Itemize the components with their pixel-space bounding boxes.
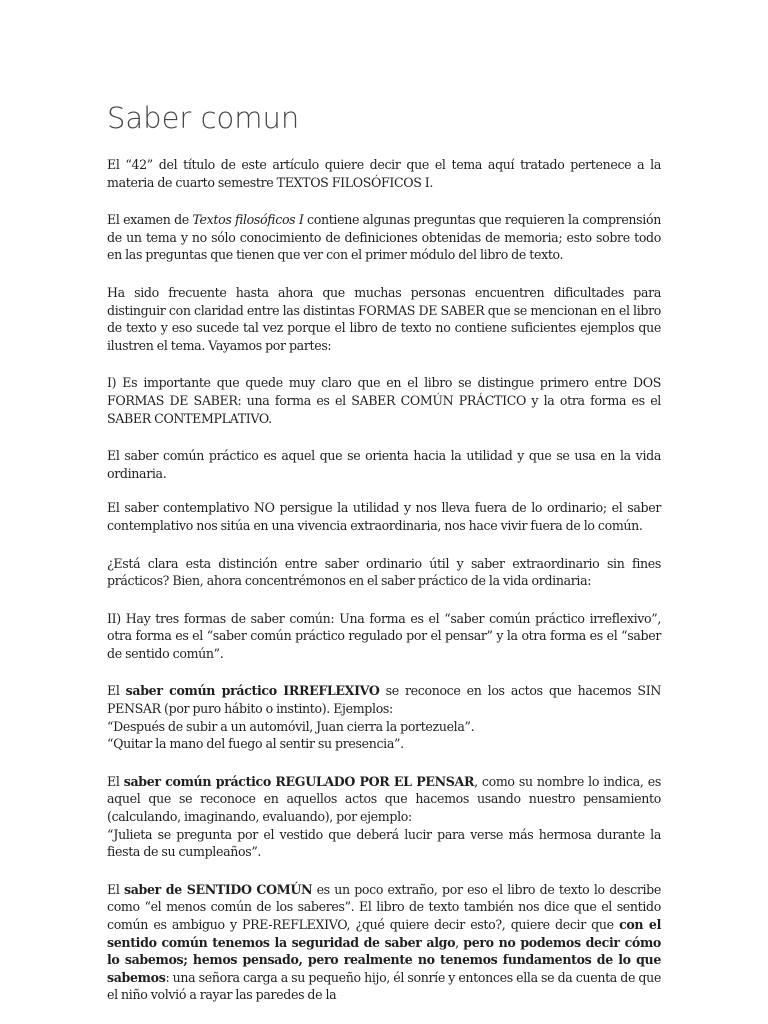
term-regulado: saber común práctico REGULADO POR EL PENSAR [123,773,475,789]
paragraph-6: El saber contemplativo NO persigue la utilidad y nos lleva fuera de lo ordinario; el saber contemplativo nos sitúa en una vivencia extraordinaria, nos hace vivir fuera de lo común. [107,500,661,533]
example-2: “Quitar la mano del fuego al sentir su presencia”. [107,736,404,752]
paragraph-4: I) Es importante que quede muy claro que en el libro se distingue primero entre DOS FORMAS DE SABER: una forma es el SABER COMÚN PRÁCTICO y la otra forma es el SABER CONTEMPLATIVO. [107,375,661,426]
paragraph-9 [107,682,661,752]
bold-phrase-2: pero no podemos decir cómo lo sabemos; hemos pensado, pero realmente no tenemos fundamentos de lo que sabemos [107,934,661,985]
term-irreflexivo: saber común práctico IRREFLEXIVO [125,683,380,699]
paragraph-9-text-c: se reconoce en los actos que hacemos SIN PENSAR (por puro hábito o instinto). Ejemplos: [107,683,661,717]
paragraph-10-text-c: , como su nombre lo indica, es aquel que se reconoce en aquellos actos que hacemos usando nuestro pensamiento (calculando, imaginando, evaluando), por ejemplo: [107,773,661,825]
paragraph-5: El saber común práctico es aquel que se orienta hacia la utilidad y que se usa en la vida ordinaria. [107,448,661,481]
paragraph-11-text-c: es un poco extraño, por eso el libro de texto lo describe como “el menos común de los saberes”. El libro de texto también nos dice que el sentido común es ambiguo y PRE-REFLEXIVO, ¿qué quiere decir esto?, quiere decir que [107,881,661,932]
paragraph-11-text-a: El [107,881,124,897]
book-title-italic: Textos filosóficos I [192,212,304,228]
paragraph-2-text-a: El examen de [107,212,193,228]
paragraph-11 [107,881,661,1004]
paragraph-10-text-a: El [107,773,124,789]
paragraph-7: ¿Está clara esta distinción entre saber ordinario útil y saber extraordinario sin fines prácticos? Bien, ahora concentrémonos en el saber práctico de la vida ordinaria: [107,555,661,589]
paragraph-2-text-b: contiene algunas preguntas que requieren la comprensión de un tema y no sólo conocimiento de definiciones obtenidas de memoria; esto sobre todo en las preguntas que tienen que ver con el primer módulo del libro de texto. [107,212,661,263]
paragraph-2 [107,211,661,264]
paragraph-11-comma: , [455,934,464,950]
term-sentido-comun: saber de SENTIDO COMÚN [123,881,313,897]
bold-phrase-1: con el sentido común tenemos la seguridad de saber algo [107,917,662,950]
paragraph-10 [107,773,661,861]
paragraph-8: II) Hay tres formas de saber común: Una forma es el “saber común práctico irreflexivo”, otra forma es el “saber común práctico regulado por el pensar” y la otra forma es el “saber de sentido común”. [107,610,661,661]
example-1: “Después de subir a un automóvil, Juan cierra la portezuela”. [107,718,475,734]
example-3: “Julieta se pregunta por el vestido que deberá lucir para verse más hermosa durante la fiesta de su cumpleaños”. [107,826,661,860]
paragraph-3: Ha sido frecuente hasta ahora que muchas personas encuentren dificultades para distinguir con claridad entre las distintas FORMAS DE SABER que se mencionan en el libro de texto y eso sucede tal vez porque el libro de texto no contiene suficientes ejemplos que ilustren el tema. Vayamos por partes: [107,284,661,353]
paragraph-1: El “42” del título de este artículo quiere decir que el tema aquí tratado pertenece a la materia de cuarto semestre TEXTOS FILOSÓFICOS I. [107,157,661,190]
paragraph-11-text-g: : una señora carga a su pequeño hijo, él sonríe y entonces ella se da cuenta de que el niño volvió a rayar las paredes de la [107,969,661,1003]
paragraph-9-text-a: El [107,683,126,699]
page-title: Saber comun [107,101,300,135]
